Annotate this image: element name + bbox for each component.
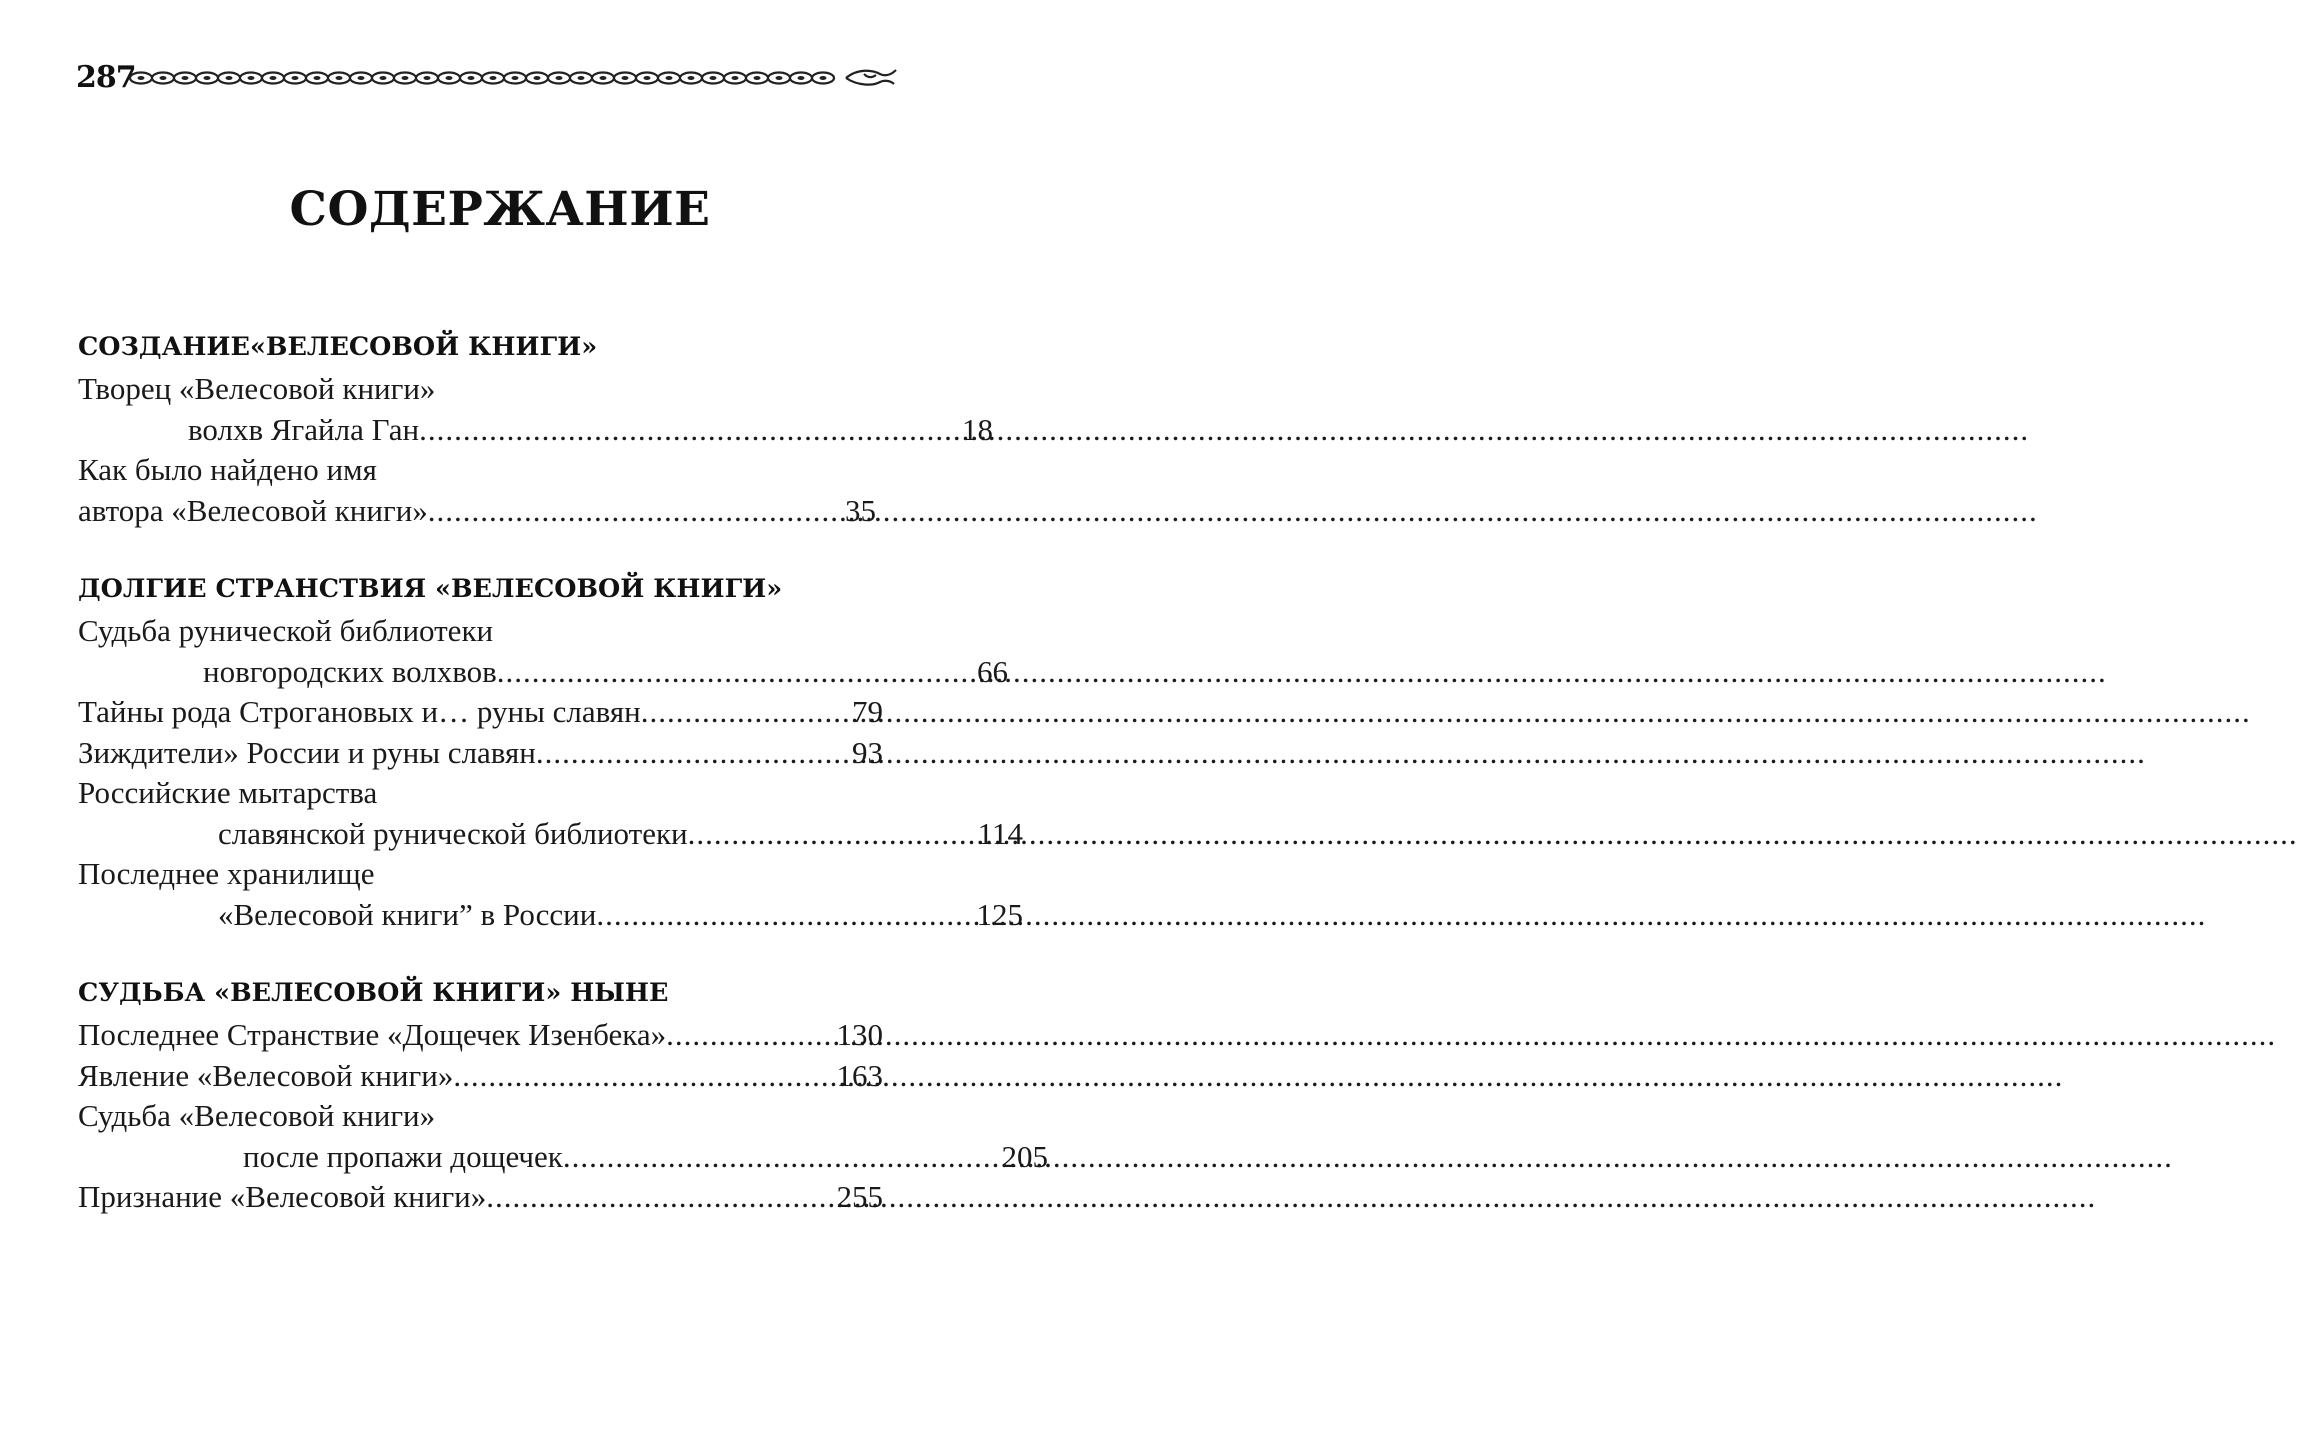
toc-entry-line (78, 611, 898, 652)
page-title: СОДЕРЖАНИЕ (289, 182, 711, 237)
toc-page-number: 255 (836, 1179, 883, 1214)
toc-section-1 (78, 325, 993, 531)
toc-entry-text: Российские мытарства (78, 775, 378, 810)
toc-entry-text: «Велесовой книги” в России (218, 896, 597, 932)
section-heading: СУДЬБА «ВЕЛЕСОВОЙ КНИГИ» НЫНЕ (78, 978, 669, 1008)
toc-entry-text: Зиждители» России и руны славян (78, 734, 536, 770)
toc-entry-line (78, 854, 898, 895)
toc-entry-line (78, 652, 1008, 693)
toc-entry-text: Творец «Велесовой книги» (78, 371, 436, 406)
dot-leader (419, 410, 962, 451)
toc-entry-text: автора «Велесовой книги» (78, 492, 428, 528)
toc-page-number: 163 (836, 1057, 883, 1093)
dot-leader (666, 1015, 836, 1056)
toc-page-number: 130 (836, 1017, 883, 1052)
toc-entry-line (78, 1015, 883, 1056)
dot-leader (563, 1137, 1002, 1178)
toc-page-number: 18 (962, 411, 993, 447)
toc-entry-text: Последнее хранилище (78, 856, 375, 891)
ornamental-border-icon (128, 64, 896, 92)
section-heading: СОЗДАНИЕ«ВЕЛЕСОВОЙ КНИГИ» (78, 332, 598, 362)
toc-page-number: 93 (852, 734, 883, 770)
dot-leader (596, 895, 976, 936)
toc-entry-text: Явление «Велесовой книги» (78, 1057, 454, 1093)
toc-entry-line (78, 1137, 1048, 1178)
toc-section-3 (78, 971, 1048, 1218)
toc-entry-text: Судьба рунической библиотеки (78, 613, 494, 648)
table-of-contents (78, 325, 1048, 1254)
toc-entry-text: Последнее Странствие «Дощечек Изенбека» (78, 1017, 667, 1052)
toc-page-number: 114 (977, 815, 1023, 851)
toc-entry-text: Тайны рода Строгановых и… руны славян (78, 694, 641, 729)
toc-entry-line (78, 773, 898, 814)
toc-page-number: 125 (976, 896, 1023, 932)
toc-entry-text: славянской рунической библиотеки (218, 815, 688, 851)
toc-entry-line (78, 491, 876, 532)
toc-entry-line (78, 1177, 883, 1218)
toc-entry-line (78, 692, 883, 733)
toc-entry-line (78, 450, 898, 491)
toc-entry-line (78, 895, 1023, 936)
page-number: 287 (76, 60, 136, 95)
page-header (76, 58, 896, 98)
dot-leader (428, 491, 845, 532)
toc-entry-text: волхв Ягайла Ган (188, 411, 420, 447)
toc-entry-text: новгородских волхвов (203, 653, 497, 689)
toc-page-number: 35 (845, 492, 876, 528)
dot-leader (641, 692, 852, 733)
dot-leader (536, 733, 852, 774)
toc-entry-line (78, 814, 1023, 855)
dot-leader (688, 814, 978, 855)
dot-leader (486, 1177, 836, 1218)
toc-entry-line (78, 410, 993, 451)
section-heading: ДОЛГИЕ СТРАНСТВИЯ «ВЕЛЕСОВОЙ КНИГИ» (78, 574, 783, 604)
toc-entry-text: Как было найдено имя (78, 452, 377, 487)
toc-entry-text: после пропажи дощечек (243, 1138, 563, 1174)
toc-entry-text: Признание «Велесовой книги» (78, 1179, 487, 1214)
dot-leader (497, 652, 977, 693)
toc-entry-text: Судьба «Велесовой книги» (78, 1098, 436, 1133)
toc-page-number: 205 (1001, 1138, 1048, 1174)
toc-section-2 (78, 567, 1023, 935)
toc-page-number: 66 (977, 653, 1008, 689)
toc-entry-line (78, 369, 898, 410)
toc-entry-line (78, 1096, 898, 1137)
toc-entry-line (78, 1056, 883, 1097)
toc-entry-line (78, 733, 883, 774)
toc-page-number: 79 (852, 694, 883, 729)
dot-leader (453, 1056, 836, 1097)
